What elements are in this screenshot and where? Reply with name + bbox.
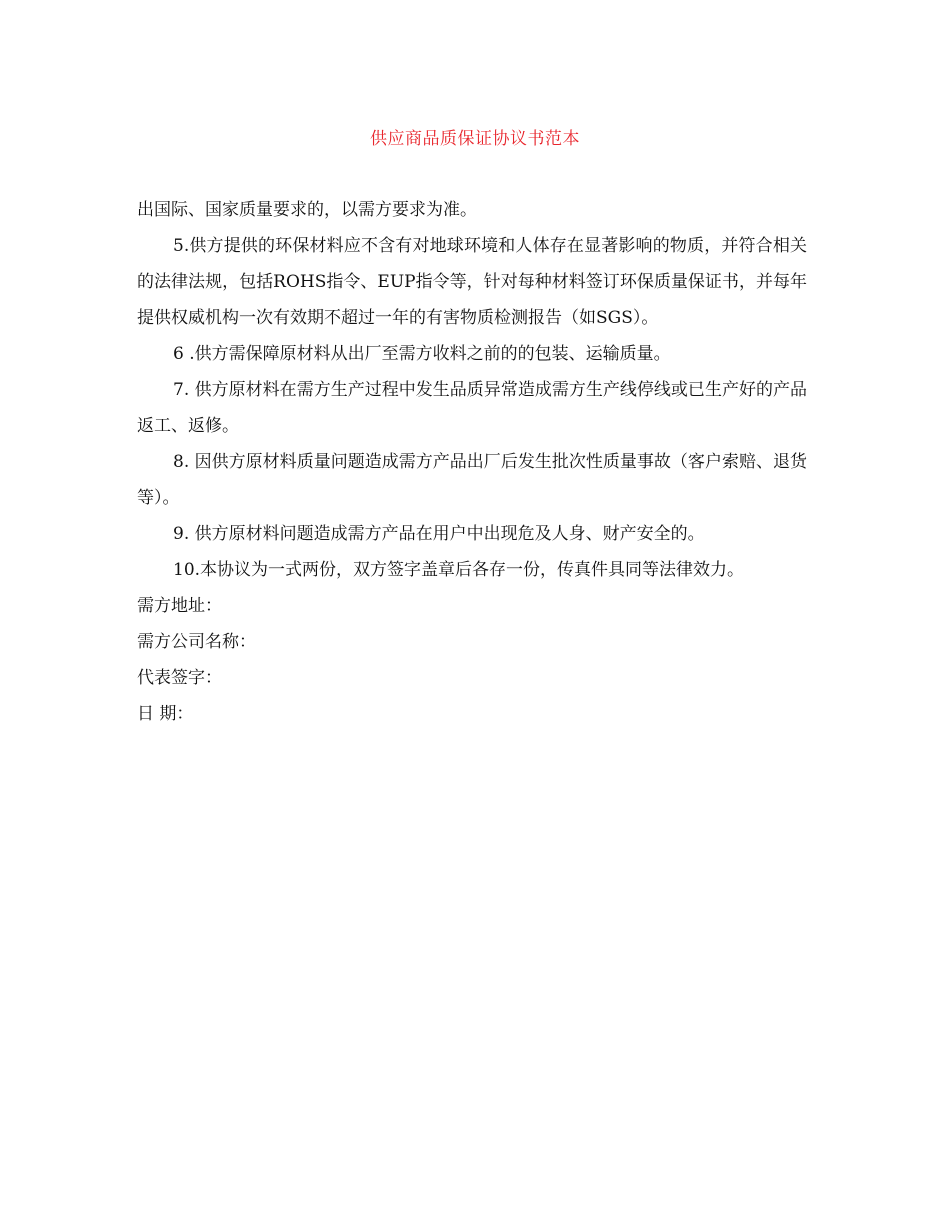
clause-7: 7. 供方原材料在需方生产过程中发生品质异常造成需方生产线停线或已生产好的产品返工、返修。 <box>137 380 807 436</box>
document-body <box>137 192 807 732</box>
paragraph-continuation: 出国际、国家质量要求的，以需方要求为准。 <box>137 200 477 220</box>
buyer-address-label: 需方地址： <box>137 596 222 616</box>
clause-10: 10.本协议为一式两份，双方签字盖章后各存一份，传真件具同等法律效力。 <box>173 560 745 580</box>
clause-5: 5.供方提供的环保材料应不含有对地球环境和人体存在显著影响的物质，并符合相关的法律法规，包括ROHS指令、EUP指令等，针对每种材料签订环保质量保证书，并每年提供权威机构一次有效期不超过一年的有害物质检测报告（如SGS）。 <box>137 236 807 328</box>
clause-9: 9. 供方原材料问题造成需方产品在用户中出现危及人身、财产安全的。 <box>173 524 705 544</box>
buyer-company-label: 需方公司名称： <box>137 632 256 652</box>
document-title: 供应商品质保证协议书范本 <box>370 129 580 149</box>
clause-8: 8. 因供方原材料质量问题造成需方产品出厂后发生批次性质量事故（客户索赔、退货等）。 <box>137 452 807 508</box>
date-label: 日 期： <box>137 704 194 724</box>
representative-signature-label: 代表签字： <box>137 668 222 688</box>
clause-6: 6 .供方需保障原材料从出厂至需方收料之前的的包装、运输质量。 <box>173 344 671 364</box>
